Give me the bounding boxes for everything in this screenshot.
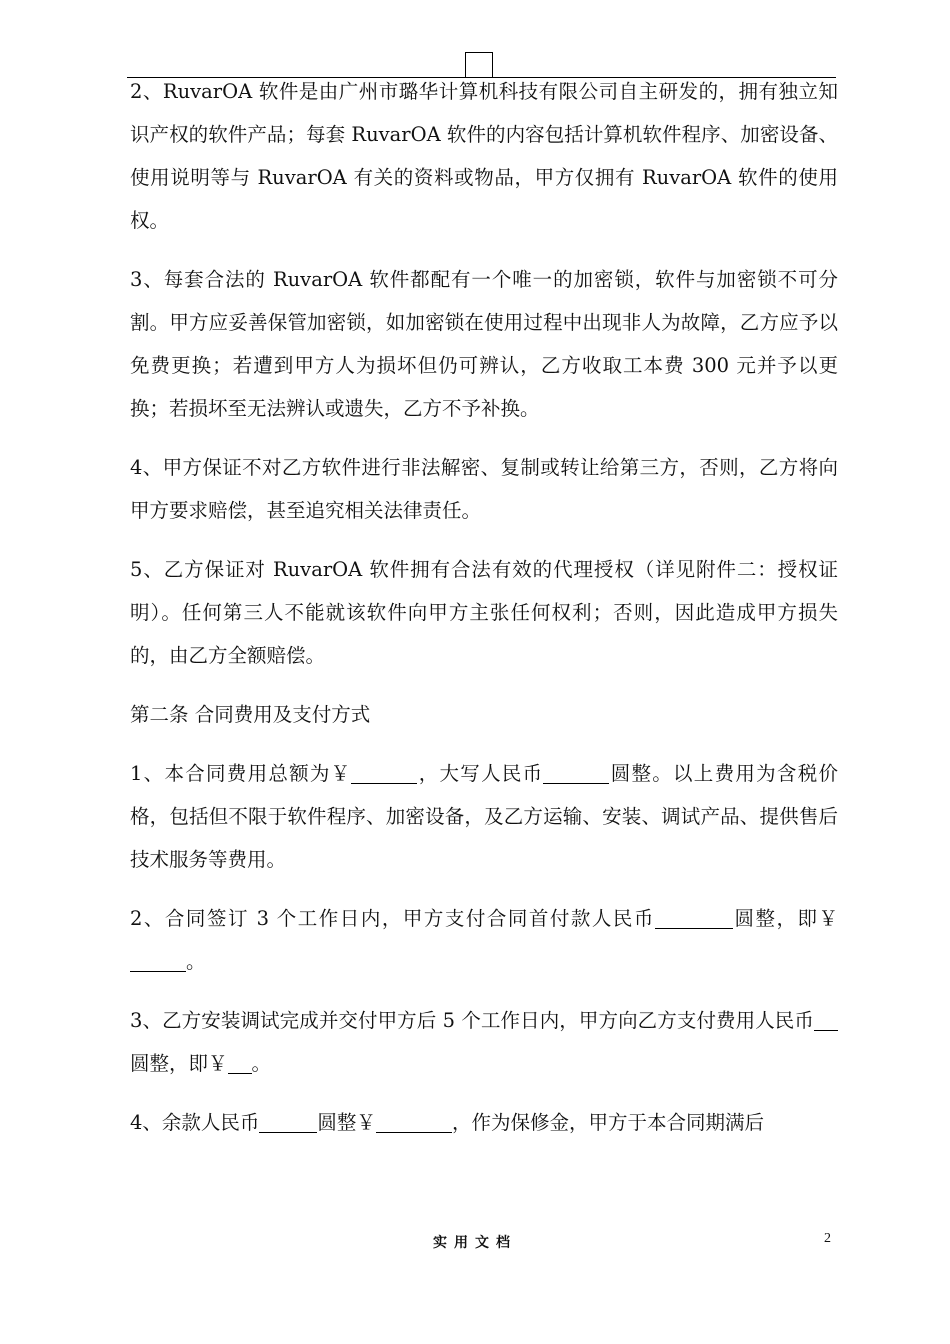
clause-text: 1、本合同费用总额为￥ bbox=[130, 762, 352, 785]
fill-blank-second-payment-yuan[interactable] bbox=[228, 1053, 252, 1074]
clause-text: ，作为保修金，甲方于本合同期满后 bbox=[451, 1111, 764, 1134]
clause-text: 3、乙方安装调试完成并交付甲方后 5 个工作日内，甲方向乙方支付费用人民币 bbox=[130, 1009, 814, 1032]
clause-3-dongle: 3、每套合法的 RuvarOA 软件都配有一个唯一的加密锁，软件与加密锁不可分割。甲方应妥善保管加密锁，如加密锁在使用过程中出现非人为故障，乙方应予以免费更换；若遭到甲方人为损坏但仍可辨认，乙方收取工本费 300 元并予以更换；若损坏至无法辨认或遗失，乙方不予补换。 bbox=[130, 268, 838, 420]
clause-text: 圆整，即￥ bbox=[130, 1052, 228, 1075]
footer-title: 实用文档 bbox=[433, 1235, 517, 1251]
article-2-heading: 第二条 合同费用及支付方式 bbox=[130, 703, 371, 726]
fill-blank-down-payment[interactable] bbox=[655, 908, 733, 929]
clause-text: 2、合同签订 3 个工作日内，甲方支付合同首付款人民币 bbox=[130, 907, 655, 930]
fill-blank-second-payment[interactable] bbox=[814, 1010, 838, 1031]
clause-2-software-ownership: 2、RuvarOA 软件是由广州市璐华计算机科技有限公司自主研发的，拥有独立知识产权的软件产品；每套 RuvarOA 软件的内容包括计算机软件程序、加密设备、使用说明等与 RuvarOA 有关的资料或物品，甲方仅拥有 RuvarOA 软件的使用权。 bbox=[130, 80, 838, 232]
fill-blank-down-payment-yuan[interactable] bbox=[130, 951, 186, 972]
clause-text: 圆整。以上费用为含税价格，包括但不限于软件程序、加密设备，及乙方运输、安装、调试产品、提供售后技术服务等费用。 bbox=[130, 762, 838, 871]
clause-4-no-decryption: 4、甲方保证不对乙方软件进行非法解密、复制或转让给第三方，否则，乙方将向甲方要求赔偿，甚至追究相关法律责任。 bbox=[130, 456, 838, 522]
page-number: 2 bbox=[824, 1231, 831, 1246]
fill-blank-balance-yuan[interactable] bbox=[376, 1112, 452, 1133]
article-2-clause-3 bbox=[130, 999, 838, 1085]
clause-text: ，大写人民币 bbox=[417, 762, 544, 785]
article-2-clause-2 bbox=[130, 897, 838, 983]
clause-text: 圆整，即￥ bbox=[732, 907, 838, 930]
article-2-clause-4 bbox=[130, 1101, 838, 1144]
fill-blank-amount-in-words[interactable] bbox=[543, 763, 609, 784]
article-2-clause-1 bbox=[130, 752, 838, 881]
clause-text: 。 bbox=[186, 950, 206, 973]
clause-text: 。 bbox=[251, 1052, 272, 1075]
clause-text: 4、余款人民币 bbox=[130, 1111, 260, 1134]
clause-5-authorization: 5、乙方保证对 RuvarOA 软件拥有合法有效的代理授权（详见附件二：授权证明）。任何第三人不能就该软件向甲方主张任何权利；否则，因此造成甲方损失的，由乙方全额赔偿。 bbox=[130, 558, 838, 667]
fill-blank-total-amount[interactable] bbox=[351, 763, 417, 784]
clause-text: 圆整￥ bbox=[317, 1111, 376, 1134]
document-body bbox=[130, 70, 838, 1160]
fill-blank-balance[interactable] bbox=[259, 1112, 317, 1133]
